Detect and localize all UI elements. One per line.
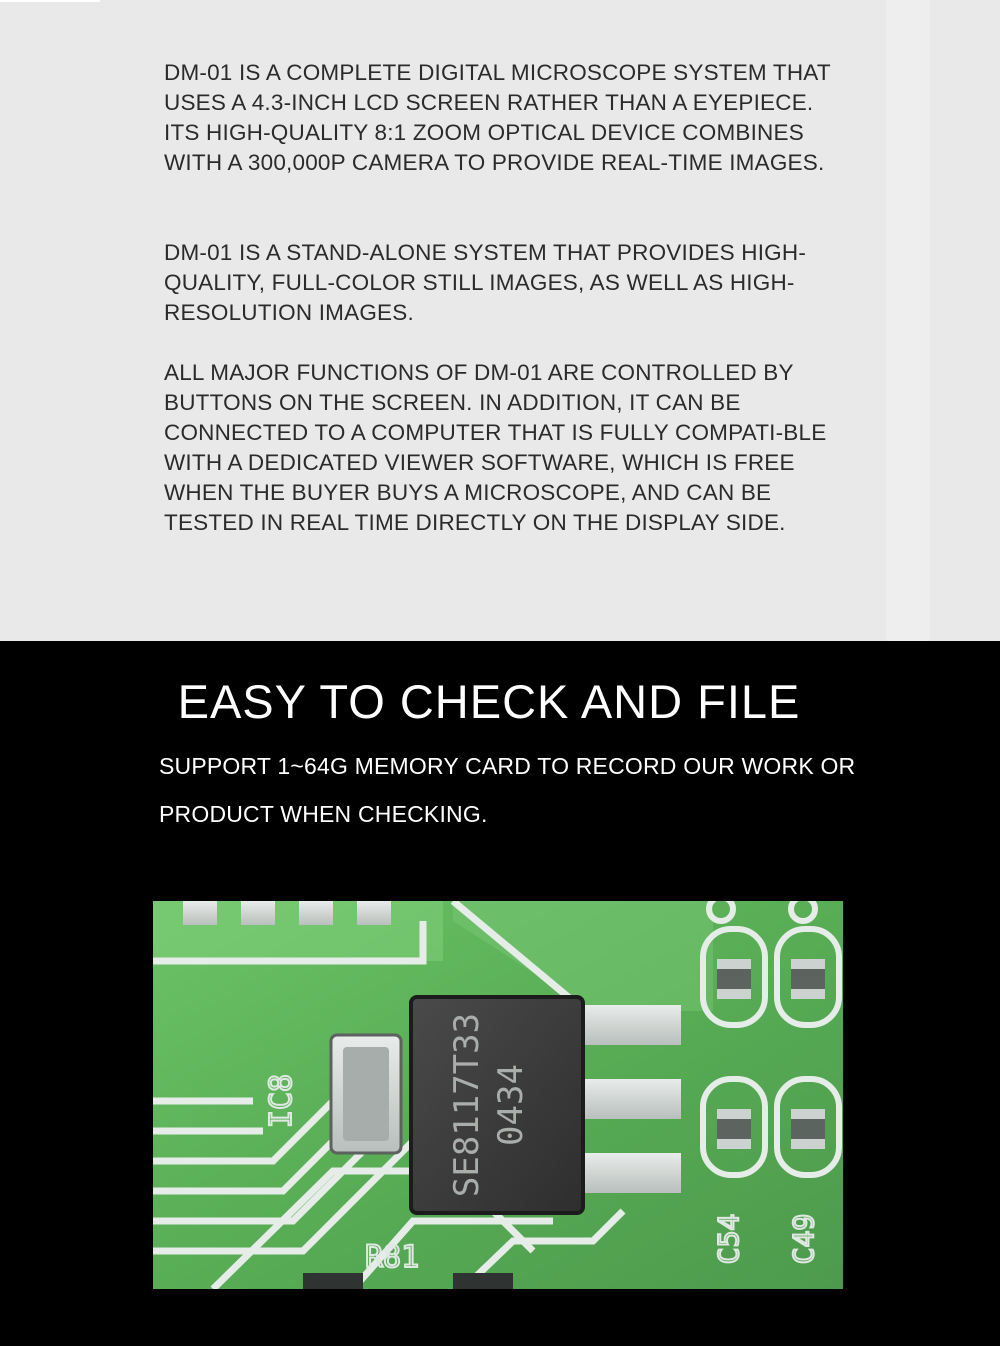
silkscreen-c49-label: C49 xyxy=(787,1213,820,1265)
silkscreen-c54-label: C54 xyxy=(712,1213,745,1265)
intro-paragraph-1: DM-01 IS A COMPLETE DIGITAL MICROSCOPE SYSTEM THAT USES A 4.3-INCH LCD SCREEN RATHER THAN A EYEPIECE. ITS HIGH-QUALITY 8:1 ZOOM OPTICAL DEVICE COMBINES WITH A 300,000P CAMERA TO PROVIDE REAL-TIME IMAGES. xyxy=(164,60,831,175)
microscope-pcb-photo xyxy=(153,901,843,1289)
chip-marking-line2: 0434 xyxy=(491,1064,531,1146)
intro-paragraph-3: ALL MAJOR FUNCTIONS OF DM-01 ARE CONTROLLED BY BUTTONS ON THE SCREEN. IN ADDITION, IT CAN BE CONNECTED TO A COMPUTER THAT IS FULLY COMPATI-BLE WITH A DEDICATED VIEWER SOFTWARE, WHICH IS FREE WHEN THE BUYER BUYS A MICROSCOPE, AND CAN BE TESTED IN REAL TIME DIRECTLY ON THE DISPLAY SIDE. xyxy=(164,360,827,535)
background-shade-band xyxy=(886,0,930,641)
silkscreen-r-label: R81 xyxy=(365,1240,420,1275)
feature-heading: EASY TO CHECK AND FILE xyxy=(177,675,801,728)
pcb-image-illustration xyxy=(153,901,843,1289)
silkscreen-ic-label: IC8 xyxy=(264,1073,299,1129)
intro-paragraph-2: DM-01 IS A STAND-ALONE SYSTEM THAT PROVIDES HIGH-QUALITY, FULL-COLOR STILL IMAGES, AS WELL AS HIGH-RESOLUTION IMAGES. xyxy=(164,240,807,325)
chip-marking-line1: SE8117T33 xyxy=(447,1012,487,1198)
top-edge-line xyxy=(0,0,100,2)
feature-subtext: SUPPORT 1~64G MEMORY CARD TO RECORD OUR WORK OR PRODUCT WHEN CHECKING. xyxy=(159,753,856,827)
